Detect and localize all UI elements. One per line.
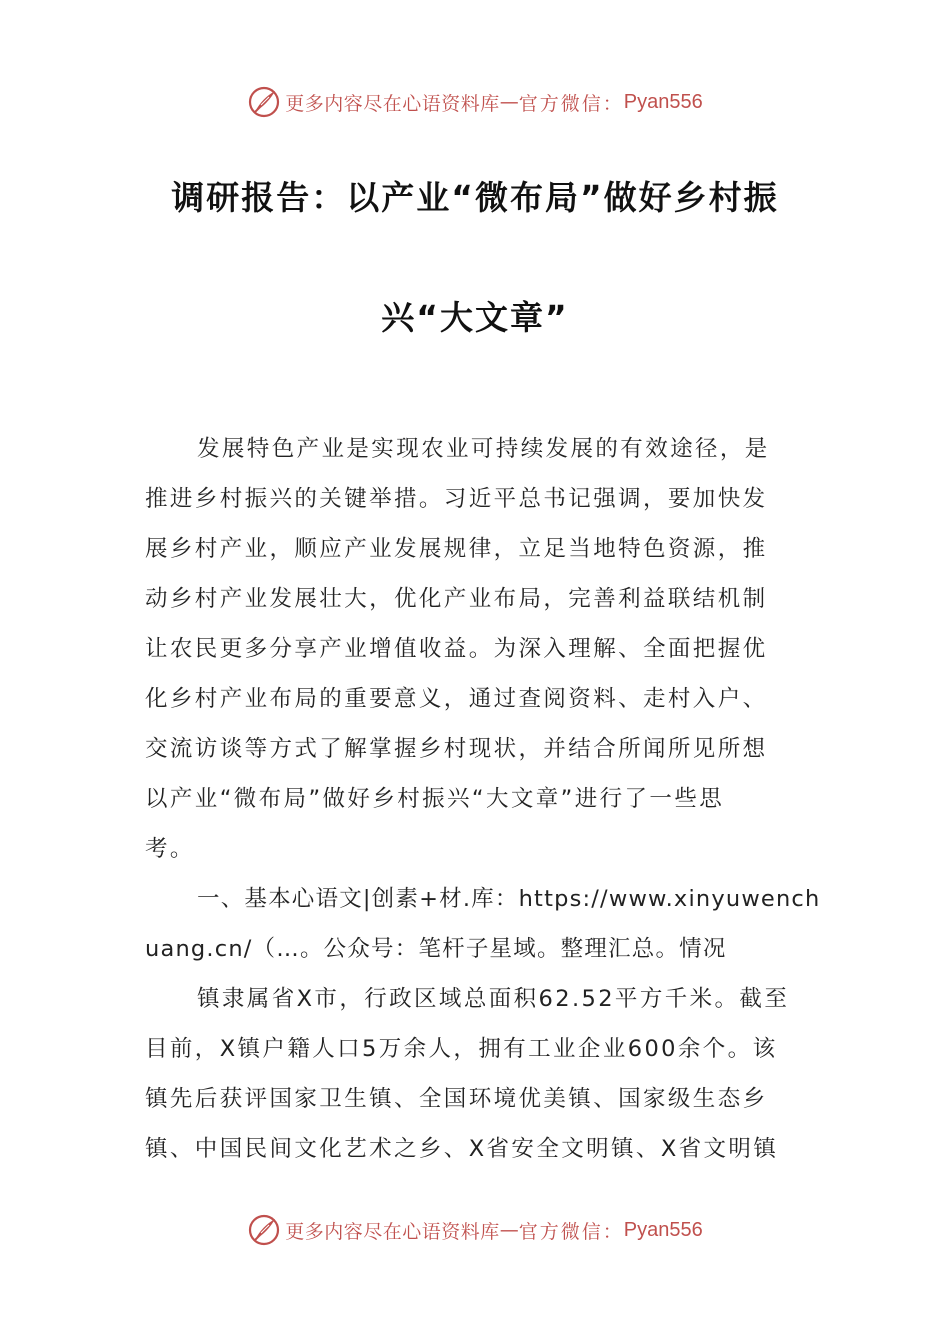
banner-dash: — xyxy=(499,1219,519,1241)
banner-wechat-id: Pyan556 xyxy=(623,90,703,113)
feather-pen-logo-icon xyxy=(247,85,281,119)
page-title-line-2: 兴“大文章” xyxy=(381,298,569,337)
body-line: 推进乡村振兴的关键举措。习近平总书记强调，要加快发 xyxy=(145,486,768,512)
body-line: 镇先后获评国家卫生镇、全国环境优美镇、国家级生态乡 xyxy=(145,1086,768,1112)
footer-banner xyxy=(0,1210,950,1250)
body-line: 化乡村产业布局的重要意义，通过查阅资料、走村入户、 xyxy=(145,686,768,712)
banner-text: 更多内容尽在心语资料库 xyxy=(285,92,500,115)
section-heading-with-link[interactable]: 一、基本心语文|创素+材.库：https://www.xinyuwench xyxy=(197,886,821,912)
body-line: 展乡村产业，顺应产业发展规律，立足当地特色资源，推 xyxy=(145,536,768,562)
body-line: 目前，X镇户籍人口5万余人，拥有工业企业600余个。该 xyxy=(145,1036,778,1062)
body-line: uang.cn/（…。公众号：笔杆子星域。整理汇总。情况 xyxy=(145,936,727,962)
banner-text: 更多内容尽在心语资料库 xyxy=(285,1220,500,1243)
banner-dash: — xyxy=(499,91,519,113)
body-line: 让农民更多分享产业增值收益。为深入理解、全面把握优 xyxy=(145,636,768,662)
body-line: 考。 xyxy=(145,836,195,862)
banner-wechat-label: 官方微信： xyxy=(518,1220,624,1243)
body-line: 镇、中国民间文化艺术之乡、X省安全文明镇、X省文明镇 xyxy=(145,1136,779,1162)
body-line: 镇隶属省X市，行政区域总面积62.52平方千米。截至 xyxy=(197,986,790,1012)
banner-wechat-label: 官方微信： xyxy=(518,92,624,115)
body-line: 动乡村产业发展壮大，优化产业布局，完善利益联结机制 xyxy=(145,586,768,612)
feather-pen-logo-icon xyxy=(247,1213,281,1247)
body-line: 以产业“微布局”做好乡村振兴“大文章”进行了一些思 xyxy=(145,786,725,812)
page-title-line-1: 调研报告：以产业“微布局”做好乡村振 xyxy=(171,178,779,217)
header-banner xyxy=(0,82,950,122)
banner-wechat-id: Pyan556 xyxy=(623,1218,703,1241)
body-line: 交流访谈等方式了解掌握乡村现状，并结合所闻所见所想 xyxy=(145,736,768,762)
body-line: 发展特色产业是实现农业可持续发展的有效途径，是 xyxy=(197,436,770,462)
